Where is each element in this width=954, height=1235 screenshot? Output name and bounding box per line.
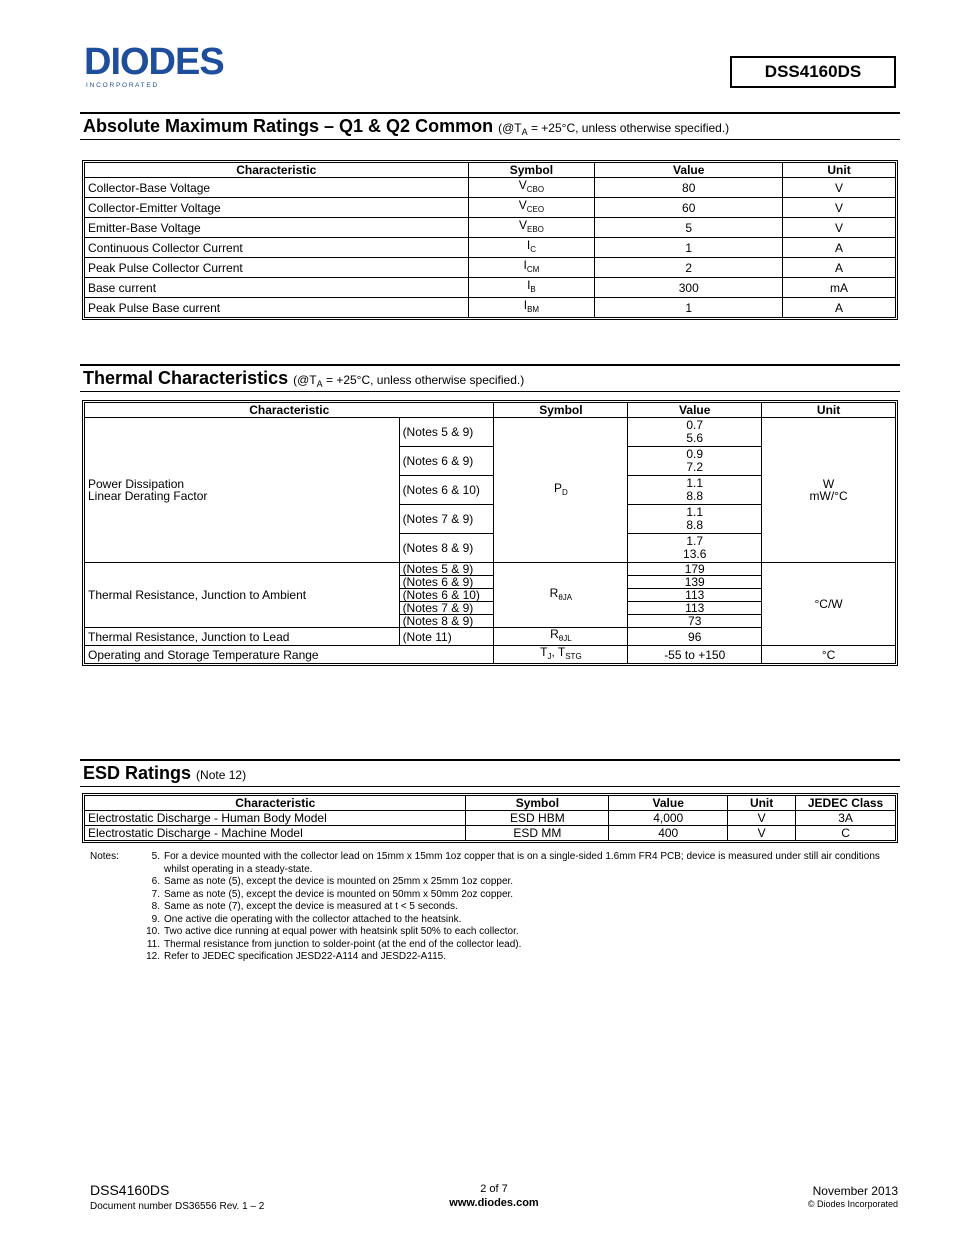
table-row: (Notes 6 & 10) 1.1 8.8 <box>85 476 896 505</box>
abs-max-rule <box>80 139 900 140</box>
table-row: Power Dissipation Linear Derating Factor (Notes 5 & 9) $P_D$ 0.7 5.6 W mW/°C <box>85 418 896 447</box>
rja-symbol: $R_{\theta JA}$ <box>494 563 628 628</box>
footer-page-number: 2 of 7 <box>480 1183 508 1195</box>
esd-table <box>82 793 898 843</box>
note-item: 6. Same as note (5), except the device is mounted on 25mm x 25mm 1oz copper. <box>151 876 514 887</box>
thermal-title: Thermal Characteristics ($@T_A = +25^\circ C$, unless otherwise specified.) <box>83 368 525 389</box>
footer-website-link[interactable]: www.diodes.com <box>449 1197 539 1209</box>
esd-rule <box>80 786 900 787</box>
diodes-logo <box>84 40 254 90</box>
table-row: Thermal Resistance, Junction to Lead (Note 11) $R_{\theta JL}$ 96 <box>85 628 896 646</box>
note-item: 12. Refer to JEDEC specification JESD22-A114 and JESD22-A115. <box>146 951 446 962</box>
table-row: (Notes 7 & 9) 1.1 8.8 <box>85 505 896 534</box>
note-item: 8. Same as note (7), except the device is measured at t < 5 seconds. <box>151 901 458 912</box>
header-rule <box>80 112 900 114</box>
note-item: 10. Two active dice running at equal power with heatsink split 50% to each collector. <box>146 926 519 937</box>
note-item: 5. For a device mounted with the collector lead on 15mm x 15mm 1oz copper that is on a single-sided 1.6mm FR4 PCB; device is measured under still air conditions whilst operating in a steady-state. <box>151 851 880 875</box>
rja-characteristic: Thermal Resistance, Junction to Ambient <box>85 563 400 628</box>
table-row: Electrostatic Discharge - Human Body Model ESD HBM 4,000 V 3A <box>85 811 896 826</box>
table-header-row: Characteristic Symbol Value Unit <box>85 163 896 178</box>
footer-copyright: © Diodes Incorporated <box>807 1199 898 1209</box>
table-row: Peak Pulse Base current $I_{BM}$ 1 A <box>85 298 896 318</box>
pd-characteristic: Power Dissipation Linear Derating Factor <box>85 418 400 563</box>
table-row: Continuous Collector Current $I_C$ 1 A <box>85 238 896 258</box>
pd-symbol: $P_D$ <box>494 418 628 563</box>
note-item: 11. Thermal resistance from junction to solder-point (at the end of the collector lead). <box>146 938 522 950</box>
part-number: DSS4160DS <box>764 62 862 81</box>
notes-label: Notes: <box>90 851 119 862</box>
table-row: (Notes 8 & 9) 1.7 13.6 <box>85 534 896 563</box>
note-item: 7. Same as note (5), except the device is mounted on 50mm x 50mm 2oz copper. <box>151 888 514 900</box>
part-number-box <box>730 56 896 88</box>
table-header-row: Characteristic Symbol Value Unit <box>85 403 896 418</box>
footer-date: November 2013 <box>812 1184 898 1198</box>
table-header-row: Characteristic Symbol Value Unit JEDEC Class <box>85 796 896 811</box>
logo-subtitle: I N C O R P O R A T E D <box>86 82 158 89</box>
table-row: Emitter-Base Voltage $V_{EBO}$ 5 V <box>85 218 896 238</box>
note-item: 9. One active die operating with the collector attached to the heatsink. <box>151 913 462 925</box>
footer-doc-number: Document number DS36556 Rev. 1 – 2 <box>90 1201 265 1212</box>
table-row: (Notes 6 & 9) 0.9 7.2 <box>85 447 896 476</box>
pd-unit: W mW/°C <box>762 418 896 563</box>
table-row: Thermal Resistance, Junction to Ambient (Notes 5 & 9) $R_{\theta JA}$ 179 °C/W <box>85 563 896 576</box>
table-row: (Notes 6 & 10) 113 <box>85 589 896 602</box>
footer-part-number: DSS4160DS <box>90 1182 170 1198</box>
abs-max-title: Absolute Maximum Ratings – Q1 & Q2 Common ($@T_A = +25^\circ C$, unless otherwise specified.) <box>83 116 730 137</box>
table-row: Peak Pulse Collector Current $I_{CM}$ 2 A <box>85 258 896 278</box>
table-row: Electrostatic Discharge - Machine Model ESD MM 400 V C <box>85 826 896 841</box>
esd-top-rule <box>80 759 900 761</box>
thermal-top-rule <box>80 364 900 366</box>
table-row: Base current $I_B$ 300 mA <box>85 278 896 298</box>
table-row: (Notes 8 & 9) 73 <box>85 615 896 628</box>
esd-title: ESD Ratings (Note 12) <box>83 763 247 783</box>
thermal-rule <box>80 391 900 392</box>
table-row: Collector-Emitter Voltage $V_{CEO}$ 60 V <box>85 198 896 218</box>
table-row: (Notes 6 & 9) 139 <box>85 576 896 589</box>
thermal-table <box>82 400 898 666</box>
logo-wordmark: DIODES <box>84 41 224 83</box>
table-row: Collector-Base Voltage $V_{CBO}$ 80 V <box>85 178 896 198</box>
table-row: Operating and Storage Temperature Range $T_J$, $T_{STG}$ -55 to +150 °C <box>85 646 896 664</box>
rja-unit: °C/W <box>762 563 896 646</box>
abs-max-table <box>82 160 898 320</box>
table-row: (Notes 7 & 9) 113 <box>85 602 896 615</box>
